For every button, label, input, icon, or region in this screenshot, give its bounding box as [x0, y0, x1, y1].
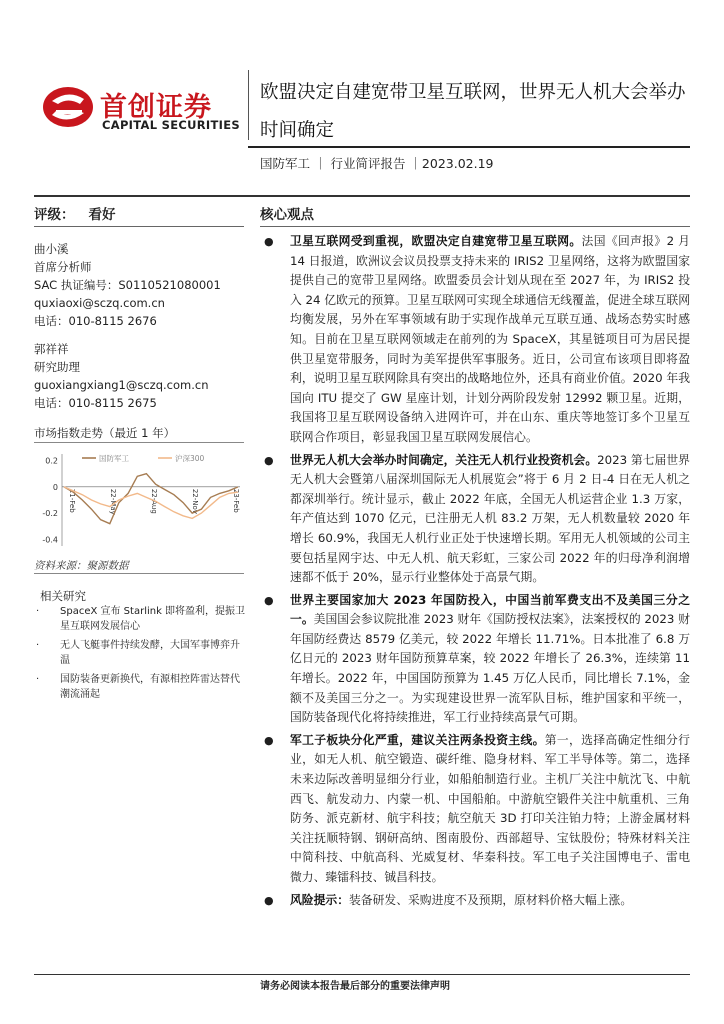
y-tick-label: -0.4 — [42, 535, 58, 545]
related-item[interactable] — [34, 604, 246, 634]
core-point-text: 美国国会参议院批准 2023 财年《国防授权法案》，法案授权的 2023 财年国防经费达 8579 亿美元，较 2022 年增长 11.71%。日本批准了 6.8 万亿日元的 2023 财年国防预算草案，较 2022 年增长了 26.3%，连续第 11 年增长。2022 年，中国国防预算为 1.45 万亿人民币，同比增长 7.1%，金额不及美国三分之一。为实现建设世界一流军队目标，维护国家和平统一，国防装备现代化将持续推进，军工行业持续高景气可期。 — [290, 612, 690, 725]
analyst-email[interactable]: guoxiangxiang1@sczq.com.cn — [34, 378, 209, 392]
core-point — [262, 451, 690, 588]
report-title-line2: 时间确定 — [260, 120, 335, 141]
core-point-heading: 世界无人机大会举办时间确定，关注无人机行业投资机会。 — [290, 452, 598, 467]
legal-disclaimer: 请务必阅读本报告最后部分的重要法律声明 — [260, 981, 450, 992]
core-point — [262, 232, 690, 448]
x-tick-label: 21-Feb — [68, 488, 76, 513]
core-point-heading: 世界主要国家加大 2023 年国防投入，中国当前军费支出不及美国三分之一。 — [290, 592, 690, 627]
right-column-rule — [260, 226, 690, 227]
bullet-icon: · — [36, 640, 40, 651]
x-tick-label: 22-Aug — [150, 488, 158, 514]
rating — [34, 203, 116, 223]
legend-label: 国防军工 — [99, 454, 129, 463]
core-point — [262, 591, 690, 728]
related-item[interactable] — [34, 638, 246, 668]
bullet-icon: ● — [264, 453, 274, 467]
bullet-icon: · — [36, 674, 40, 685]
legend-label: 沪深300 — [175, 454, 205, 463]
bullet-icon: ● — [264, 593, 274, 607]
chart-source: 资料来源：聚源数据 — [34, 560, 129, 572]
bullet-icon: ● — [264, 733, 274, 747]
core-point-text: 2023 第七届世界无人机大会暨第八届深圳国际无人机展览会”将于 6 月 2 日-4 日在无人机之都深圳举行。统计显示，截止 2022 年底，全国无人机运营企业 1.3 万家，年产值达到 1070 亿元，已注册无人机 83.2 万架，无人机数量较 2020 年增长 60.9%，我国无人机行业正处于快速增长期。军用无人机领域的公司主要包括星网宇达、中无人机、航天彩虹，三家公司 2022 年的归母净利润增速都不低于 20%，显示行业整体处于高景气期。 — [290, 452, 690, 585]
section-divider — [34, 195, 690, 197]
analyst-role: 首席分析师 — [34, 260, 92, 274]
core-point — [262, 731, 690, 888]
analyst-card-2 — [34, 340, 244, 412]
title-underline — [248, 146, 690, 148]
y-tick-label: 0.2 — [45, 456, 58, 466]
risk-warning — [262, 891, 690, 911]
core-point-heading: 卫星互联网受到重视，欧盟决定自建宽带卫星互联网。 — [290, 234, 582, 248]
analyst-email[interactable]: quxiaoxi@sczq.com.cn — [34, 296, 165, 310]
chart-bottom-rule — [34, 573, 244, 574]
bullet-icon: ● — [264, 893, 274, 907]
related-research-heading: 相关研究 — [40, 589, 86, 603]
core-point-text: 第一，选择高确定性细分行业，如无人机、航空锻造、碳纤维、隐身材料、军工半导体等。第二，选择未来边际改善明显细分行业，如船舶制造行业。主机厂关注中航沈飞、中航西飞、航发动力、内蒙一机、中国船舶。中游航空锻件关注中航重机、三角防务、派克新材、航宇科技；航空航天 3D 打印关注铂力特；上游金属材料关注抚顺特钢、钢研高纳、图南股份、西部超导、宝钛股份；特殊材料关注中简科技、中航高科、光威复材、华秦科技。军工电子关注国博电子、雷电微力、臻镭科技、铖昌科技。 — [290, 732, 690, 884]
risk-warning-heading: 风险提示： — [290, 892, 349, 907]
y-tick-label: -0.2 — [42, 509, 58, 519]
analyst-name: 曲小溪 — [34, 242, 69, 256]
analyst-card-1 — [34, 240, 244, 330]
x-tick-label: 23-Feb — [232, 488, 240, 513]
related-item-text: 无人飞艇事件持续发酵，大国军事博弈升温 — [60, 640, 240, 666]
y-tick-label: 0 — [52, 482, 58, 492]
related-item-text: 国防装备更新换代，有源相控阵雷达替代潮流涌起 — [60, 674, 240, 700]
risk-warning-text: 装备研发、采购进度不及预期，原材料价格大幅上涨。 — [349, 892, 633, 907]
report-subtitle: 国防军工 ｜ 行业简评报告 ｜2023.02.19 — [260, 156, 494, 171]
company-logo — [42, 82, 242, 134]
report-title-line1: 欧盟决定自建宽带卫星互联网，世界无人机大会举办 — [260, 82, 686, 103]
analyst-role: 研究助理 — [34, 360, 80, 374]
analyst-name: 郭祥祥 — [34, 342, 69, 356]
chart-title: 市场指数走势（最近 1 年） — [34, 426, 176, 440]
analyst-sac: SAC 执证编号：S0110521080001 — [34, 278, 221, 292]
market-index-chart — [34, 446, 244, 554]
related-item[interactable] — [34, 672, 246, 702]
x-tick-label: 22-Nov — [191, 488, 199, 514]
bullet-icon: ● — [264, 235, 274, 248]
bullet-icon: · — [36, 606, 40, 617]
logo-chinese-text: 首创证券 — [100, 92, 212, 123]
related-item-text: SpaceX 宣布 Starlink 即将盈利，提振卫星互联网发展信心 — [60, 606, 246, 632]
chart-top-rule — [34, 442, 244, 443]
logo-english-text: CAPITAL SECURITIES — [102, 118, 240, 132]
header-divider — [248, 70, 249, 140]
core-views-body — [262, 232, 690, 913]
x-tick-label: 22-May — [109, 488, 117, 515]
footer-rule — [34, 974, 690, 975]
related-research-list — [34, 604, 246, 706]
report-title — [260, 74, 700, 150]
rating-value: 看好 — [88, 207, 116, 223]
core-point-heading: 军工子板块分化严重，建议关注两条投资主线。 — [290, 732, 545, 747]
rating-label: 评级： — [34, 207, 75, 223]
core-views-heading: 核心观点 — [260, 207, 314, 223]
analyst-phone: 电话：010-8115 2676 — [34, 314, 157, 328]
logo-mark-icon — [42, 85, 94, 129]
left-column-rule — [34, 226, 244, 227]
analyst-phone: 电话：010-8115 2675 — [34, 396, 157, 410]
core-point-text: 法国《回声报》2 月 14 日报道，欧洲议会议员投票支持未来的 IRIS2 卫星网络，这将为欧盟国家提供自己的宽带卫星网络。欧盟委员会计划从现在至 2027 年，为 IRIS2 投入 24 亿欧元的预算。卫星互联网可实现全球通信无线覆盖，促进全球互联网均衡发展，另外在军事领域有助于实现作战单元互联互通、战场态势实时感知。目前在卫星互联网领域走在前列的为 SpaceX，其星链项目可为居民提供卫星宽带服务，同时为美军提供军事服务。近日，公司宣布该项目即将盈利，说明卫星互联网除具有突出的战略地位外，还具有商业价值。2020 年我国向 ITU 提交了 GW 星座计划，计划分两阶段发射 12992 颗卫星。近期，我国将卫星互联网设备纳入进网许可，并在山东、重庆等地签订多个卫星互联网合作项目，彰显我国卫星互联网发展信心。 — [290, 234, 691, 444]
